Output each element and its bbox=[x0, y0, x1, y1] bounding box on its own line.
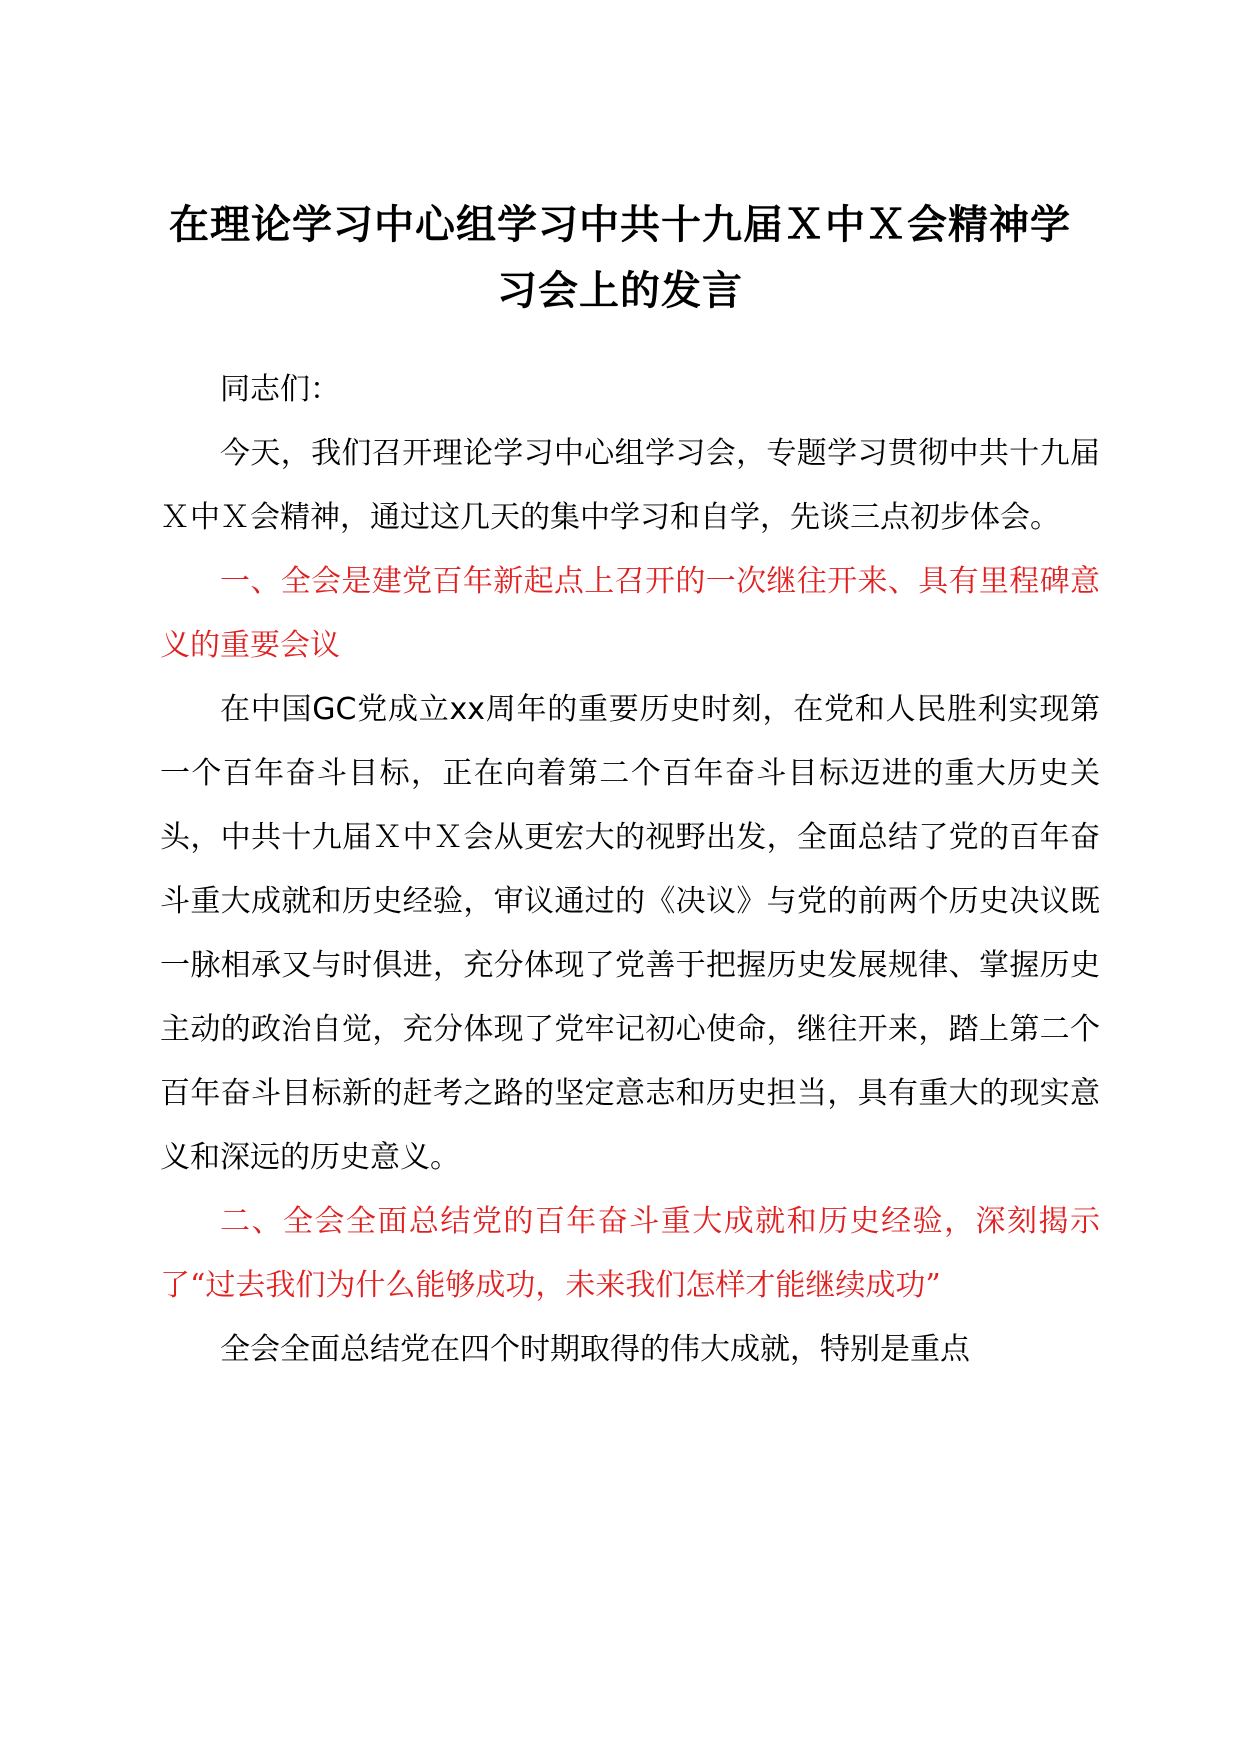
section-heading-2: 二、全会全面总结党的百年奋斗重大成就和历史经验，深刻揭示了“过去我们为什么能够成功，未来我们怎样才能继续成功” bbox=[160, 1204, 1100, 1303]
paragraph-section-2: 全会全面总结党在四个时期取得的伟大成就，特别是重点 bbox=[220, 1332, 970, 1367]
paragraph-intro: 今天，我们召开理论学习中心组学习会，专题学习贯彻中共十九届Ｘ中Ｘ会精神，通过这几天的集中学习和自学，先谈三点初步体会。 bbox=[160, 436, 1100, 535]
section-heading-1: 一、全会是建党百年新起点上召开的一次继往开来、具有里程碑意义的重要会议 bbox=[160, 564, 1100, 663]
salutation: 同志们： bbox=[220, 372, 340, 407]
document-title: 在理论学习中心组学习中共十九届Ｘ中Ｘ会精神学习会上的发言 bbox=[169, 202, 1071, 314]
paragraph-section-1: 在中国GC党成立xx周年的重要历史时刻，在党和人民胜利实现第一个百年奋斗目标，正在向着第二个百年奋斗目标迈进的重大历史关头，中共十九届Ｘ中Ｘ会从更宏大的视野出发，全面总结了党的百年奋斗重大成就和历史经验，审议通过的《决议》与党的前两个历史决议既一脉相承又与时俱进，充分体现了党善于把握历史发展规律、掌握历史主动的政治自觉，充分体现了党牢记初心使命，继往开来，踏上第二个百年奋斗目标新的赶考之路的坚定意志和历史担当，具有重大的现实意义和深远的历史意义。 bbox=[160, 692, 1100, 1175]
document-body bbox=[160, 358, 1100, 1382]
